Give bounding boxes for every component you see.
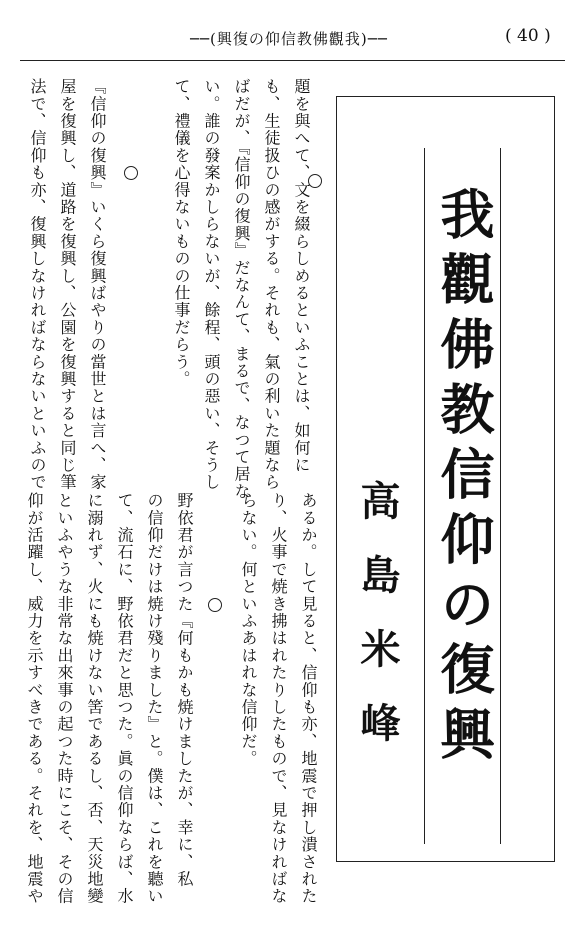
text-column: の信仰だけは焼け殘りました』と。僕は、これを聽い xyxy=(145,492,164,905)
text-column: あるか。して見ると、信仰も亦、地震で押し潰された xyxy=(299,492,318,905)
text-column: 題を與へて、文を綴らしめるといふことは、如何に xyxy=(292,78,311,474)
text-column: といふやうな非常な出來事の起つた時にこそ、その信 xyxy=(55,492,74,905)
text-column: て、流石に、野依君だと思つた。眞の信仰ならば、水 xyxy=(115,492,134,905)
section-ornament xyxy=(208,598,222,612)
article-author: 高島米峰 xyxy=(354,480,401,776)
text-column: い。誰の發案かしらないが、餘程、頭の惡い、そうし xyxy=(202,78,221,491)
section-ornament xyxy=(308,174,322,188)
text-column: も、生徒扱ひの感がする。それも、氣の利いた題なら xyxy=(262,78,281,491)
text-column: 仰が活躍し、威力を示すべきである。それを、地震や xyxy=(25,492,44,905)
page-number: ( 40 ) xyxy=(505,26,551,46)
text-column: 野依君が言つた『何もかも焼けましたが、幸に、私 xyxy=(175,492,194,888)
title-inner-rule xyxy=(424,148,425,844)
text-column: て、禮儀を心得ないものの仕事だらう。 xyxy=(172,78,191,388)
text-column: り、火事で焼き拂はれたりしたもので、見なければな xyxy=(269,492,288,905)
text-column: らない。何といふあはれな信仰だ。 xyxy=(239,492,258,768)
title-inner-rule-right xyxy=(500,148,501,844)
section-ornament xyxy=(124,166,138,180)
running-head: ──(興復の仰信教佛觀我)── xyxy=(190,30,388,48)
article-title: 我觀佛教信仰の復興 xyxy=(432,186,496,771)
header-rule xyxy=(20,60,565,61)
text-column: に溺れず、火にも焼けない筈であるし、否、天災地變 xyxy=(85,492,104,905)
text-column: 法で、信仰も亦、復興しなければならないといふので xyxy=(28,78,47,491)
text-column: 屋を復興し、道路を復興し、公園を復興すると同じ筆 xyxy=(58,78,77,491)
text-column: ばだが、『信仰の復興』だなんて、まるで、なつて居な xyxy=(232,78,251,500)
text-column: 『信仰の復興』いくら復興ばやりの當世とは言へ、家 xyxy=(88,78,107,491)
